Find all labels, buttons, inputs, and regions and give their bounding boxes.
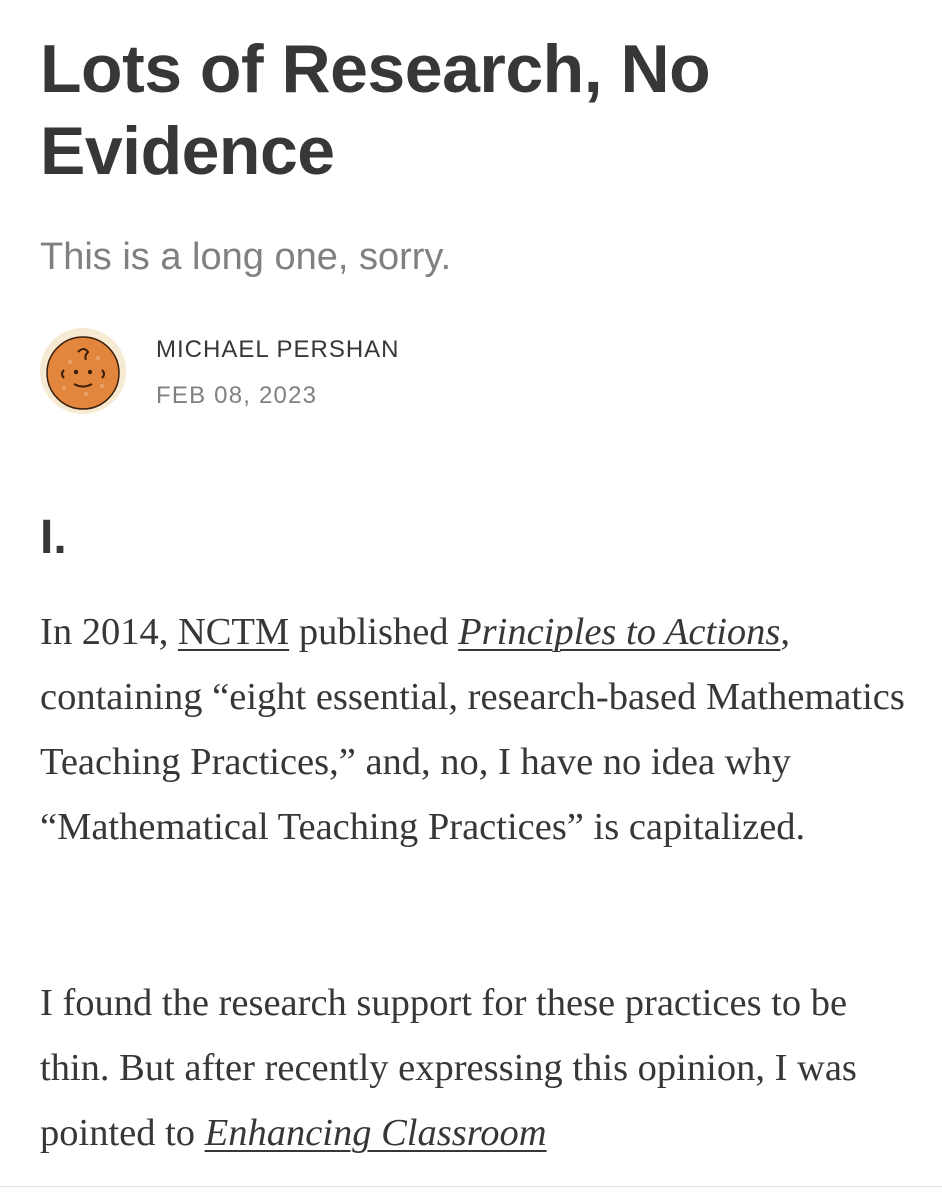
paragraph-text: In 2014, bbox=[40, 611, 178, 653]
author-avatar[interactable] bbox=[40, 328, 126, 414]
charlie-brown-avatar-icon bbox=[40, 328, 126, 414]
divider bbox=[0, 1186, 942, 1187]
post-title: Lots of Research, No Evidence bbox=[40, 31, 711, 189]
section-heading: I. bbox=[40, 511, 67, 564]
nctm-link[interactable]: NCTM bbox=[177, 611, 290, 653]
paragraph-text: I found the research support for these practices to be thin. But after recently expressing this opinion, I was pointed to bbox=[40, 982, 857, 1154]
post-date: FEB 08, 2023 bbox=[156, 382, 318, 409]
body-paragraph-2 bbox=[40, 971, 906, 1166]
post-subtitle: This is a long one, sorry. bbox=[40, 236, 452, 278]
paragraph-text: , containing “eight essential, research-based Mathematics Teaching Practices,” and, no, I have no idea why “Mathematical Teaching Practices” is capitalized. bbox=[40, 611, 905, 848]
paragraph-text: published bbox=[289, 611, 459, 653]
enhancing-classroom-link[interactable]: Enhancing Classroom bbox=[204, 1112, 547, 1154]
author-name[interactable]: MICHAEL PERSHAN bbox=[156, 336, 400, 363]
byline bbox=[40, 328, 910, 418]
body-paragraph-1 bbox=[40, 600, 906, 860]
principles-to-actions-link[interactable]: Principles to Actions bbox=[458, 611, 781, 653]
